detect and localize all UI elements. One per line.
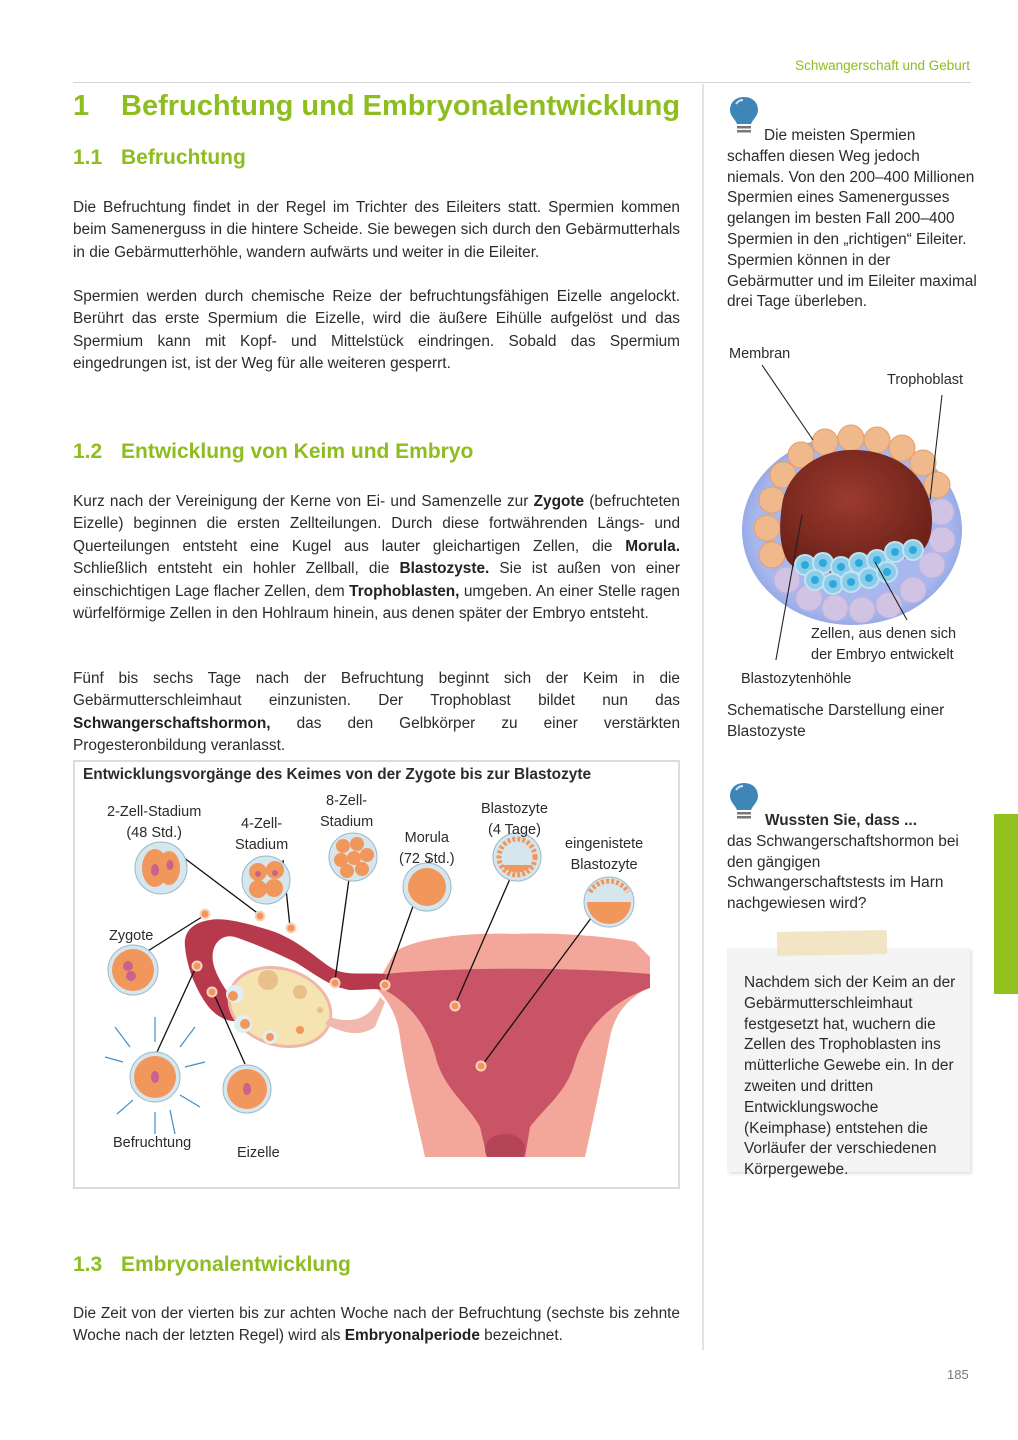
label-four-cell-stage: 4-Zell- Stadium [235,816,289,853]
cell-fertilization [105,1017,205,1134]
sticky-note-text: Nachdem sich der Keim an der Gebärmutterschleimhaut festgesetzt hat, wuchern die Zellen des Trophoblasten ins mütterliche Gewebe ein. In der zweiten und dritten Entwicklungswoche (Keimphase) entstehen die Vorläufer der verschiedenen Körpergewebe. [744,974,956,1179]
label-eight-cell-stage: 8-Zell- Stadium [320,793,374,830]
section-number: 1.3 [73,1253,103,1276]
paragraph: Kurz nach der Vereinigung der Kerne von Ei- und Samenzelle zur Zygote (befruchteten Eizelle) beginnen die ersten Zellteilungen. Durch diese fortwährenden Längs- und Querteilungen entsteht eine Kugel aus lauter gleichartigen Zellen, die Morula. Schließlich entsteht ein hohler Zellball, die Blastozyste. Sie ist außen von einer einschichtigen Lage flacher Zellen, dem Trophoblasten, umgeben. An einer Stelle ragen würfelförmige Zellen in den Hohlraum hinein, aus denen später der Embryo entsteht. [73,493,680,623]
section-title: Entwicklung von Keim und Embryo [121,440,474,463]
term-morula: Morula. [625,537,680,555]
chapter-title [73,90,680,123]
cell-egg [223,1065,271,1113]
label-fertilization: Befruchtung [113,1135,192,1151]
label-blastocyst-cavity: Blastozytenhöhle [741,671,852,687]
label-two-cell-stage: 2-Zell-Stadium (48 Std.) [107,804,202,841]
section-number: 1.1 [73,146,103,169]
label-morula: Morula (72 Std.) [399,830,455,867]
label-zygote: Zygote [109,928,154,944]
cell-four-stage [242,856,290,904]
cell-zygote [108,945,158,995]
section-heading-1-3 [73,1253,351,1277]
cell-implanted-blastozyte [584,877,634,927]
term-embryonalperiode: Embryonalperiode [344,1327,480,1345]
label-trophoblast: Trophoblast [887,372,964,388]
paragraph: Spermien werden durch chemische Reize der befruchtungsfähigen Eizelle angelockt. Berührt das erste Spermium die Eizelle, wird die äußere Eihülle aufgelöst und das Spermium kann mit Kopf- und Mittelstück eindringen. Sobald das Spermium eingedrungen ist, ist der Weg für alle weiteren gesperrt. [73,288,680,373]
column-divider [702,84,704,1350]
figure-title: Entwicklungsvorgänge des Keimes von der Zygote bis zur Blastozyte [83,766,592,783]
label-egg: Eizelle [237,1145,280,1161]
label-implanted-blastozyte: eingenistete Blastozyte [565,836,644,873]
section-number: 1.2 [73,440,103,463]
tape-strip [777,930,887,956]
sticky-note [727,948,970,1179]
did-you-know-text: das Schwangerschaftshormon bei den gängigen Schwangerschaftstests im Harn nachgewiesen wird? [727,832,959,913]
label-blastozyte: Blastozyte (4 Tage) [481,801,548,838]
header-rule [73,82,971,83]
paragraph: Fünf bis sechs Tage nach der Befruchtung beginnt sich der Keim in die Gebärmutterschleimhaut einzunisten. Der Trophoblast bildet nun das Schwangerschaftshormon, das den Gelbkörper zu einer verstärkten Progesteronbildung veranlasst. [73,670,680,755]
chapter-tab-marker [994,814,1018,994]
tip-text: schaffen diesen Weg jedoch niemals. Von den 200–400 Millionen Spermien eines Samenergusses gelangen im besten Fall 200–400 Spermien in den „richtigen“ Eileiter. Spermien können in der Gebärmutter und im Eileiter maximal drei Tage überleben. [727,147,977,311]
section-heading-1-2 [73,440,473,464]
paragraph: Die Befruchtung findet in der Regel im Trichter des Eileiters statt. Spermien kommen beim Samenerguss in die hintere Scheide. Sie bewegen sich durch den Gebärmutterhals in die Gebärmutterhöhle, wandern aufwärts und weiter in die Eileiter. [73,199,680,261]
chapter-number: 1 [73,90,90,122]
term-zygote: Zygote [533,493,585,510]
blastocyst-caption: Schematische Darstellung einer Blastozyste [727,702,945,740]
label-embryo-cells: Zellen, aus denen sich der Embryo entwickelt [811,626,957,663]
chapter-title-text: Befruchtung und Embryonalentwicklung [121,90,681,122]
page-number: 185 [947,1367,969,1382]
development-figure [73,760,680,1189]
cell-two-stage [135,842,187,894]
did-you-know-title: Wussten Sie, dass ... [765,812,917,829]
ovarian-ligament [325,997,385,1033]
cell-eight-stage [329,833,377,881]
paragraph: Die Zeit von der vierten bis zur achten Woche nach der Befruchtung (sechste bis zehnte Woche nach der letzten Regel) wird als Embryonalperiode bezeichnet. [73,1305,680,1345]
label-membrane: Membran [729,346,791,362]
tip-lead: Die meisten Spermien [764,127,916,144]
section-title: Embryonalentwicklung [121,1253,351,1276]
term-blastozyste: Blastozyste. [399,560,490,578]
section-title: Befruchtung [121,146,246,169]
running-head: Schwangerschaft und Geburt [795,58,970,73]
blastocyst-illustration [727,360,987,660]
did-you-know-box [727,811,977,915]
tip-sperm [727,126,977,313]
term-trophoblasten: Trophoblasten, [349,582,460,600]
term-schwangerschaftshormon: Schwangerschaftshormon, [73,714,271,732]
section-heading-1-1 [73,146,246,170]
cell-morula [403,863,451,911]
